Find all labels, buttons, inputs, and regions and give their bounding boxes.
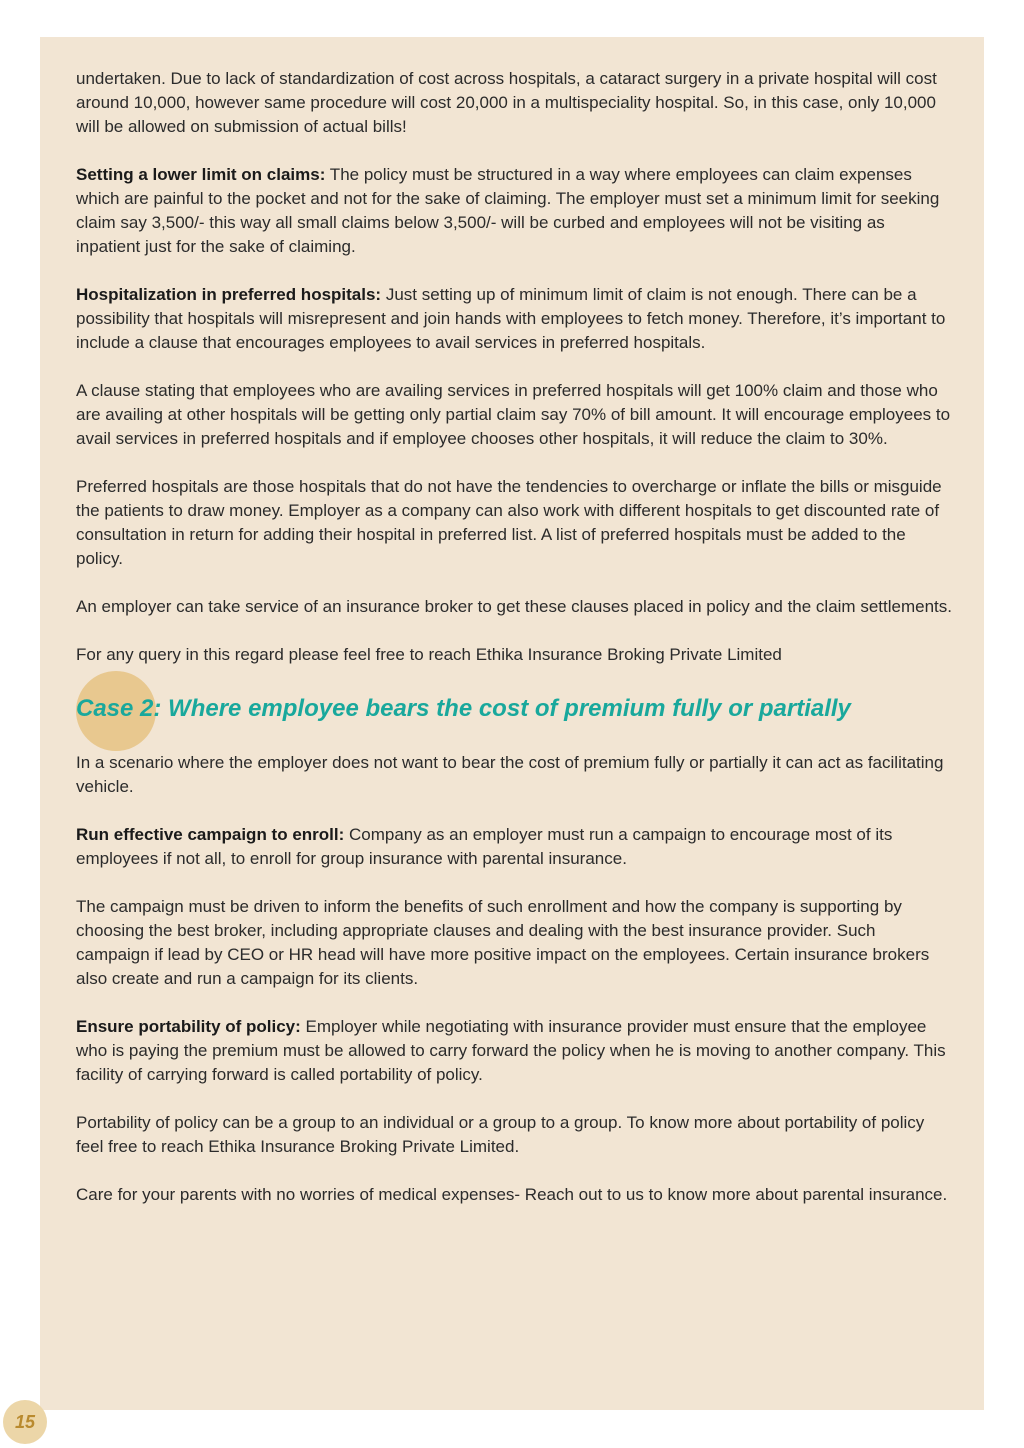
paragraph-text: The policy must be structured in a way where employees can claim expenses which are painful to the pocket and not for the sake of claiming. The employer must set a minimum limit for seeking claim say 3,500/- this way all small claims below 3,500/- will be curbed and employees will not be visiting as inpatient just for the sake of claiming. xyxy=(76,165,940,256)
paragraph-lead: Hospitalization in preferred hospitals: xyxy=(76,285,382,304)
paragraph-text: Portability of policy can be a group to an individual or a group to a group. To know more about portability of policy feel free to reach Ethika Insurance Broking Private Limited. xyxy=(76,1113,925,1156)
paragraph-text: In a scenario where the employer does not want to bear the cost of premium fully or partially it can act as facilitating vehicle. xyxy=(76,753,944,796)
paragraph-text: An employer can take service of an insurance broker to get these clauses placed in policy and the claim settlements. xyxy=(76,597,952,616)
paragraph xyxy=(76,475,952,571)
paragraph xyxy=(76,643,952,667)
paragraph-text: Company as an employer must run a campaign to encourage most of its employees if not all, to enroll for group insurance with parental insurance. xyxy=(76,825,893,868)
paragraph-text: Care for your parents with no worries of medical expenses- Reach out to us to know more about parental insurance. xyxy=(76,1185,948,1204)
paragraph xyxy=(76,895,952,991)
paragraph-lead: Run effective campaign to enroll: xyxy=(76,825,345,844)
paragraph xyxy=(76,823,952,871)
paragraph-text: Just setting up of minimum limit of claim is not enough. There can be a possibility that hospitals will misrepresent and join hands with employees to fetch money. Therefore, it’s important to include a clause that encourages employees to avail services in preferred hospitals. xyxy=(76,285,946,352)
paragraph-text: For any query in this regard please feel free to reach Ethika Insurance Broking Private Limited xyxy=(76,645,782,664)
paragraph xyxy=(76,379,952,451)
case-heading-text: Case 2: Where employee bears the cost of premium fully or partially xyxy=(76,695,851,722)
page-number: 15 xyxy=(14,1412,36,1432)
paragraph xyxy=(76,283,952,355)
paragraph xyxy=(76,163,952,259)
paragraph-lead: Setting a lower limit on claims: xyxy=(76,165,326,184)
paragraph-lead: Ensure portability of policy: xyxy=(76,1017,301,1036)
paragraph xyxy=(76,67,952,139)
paragraph-text: The campaign must be driven to inform the benefits of such enrollment and how the company is supporting by choosing the best broker, including appropriate clauses and dealing with the best insurance provider. Such campaign if lead by CEO or HR head will have more positive impact on the employees. Certain insurance brokers also create and run a campaign for its clients. xyxy=(76,897,930,988)
article-body xyxy=(76,67,952,1231)
paragraph-text: A clause stating that employees who are availing services in preferred hospitals will get 100% claim and those who are availing at other hospitals will be getting only partial claim say 70% of bill amount. It will encourage employees to avail services in preferred hospitals and if employee chooses other hospitals, it will reduce the claim to 30%. xyxy=(76,381,951,448)
paragraph xyxy=(76,1015,952,1087)
paragraph xyxy=(76,595,952,619)
paragraph-text: Employer while negotiating with insurance provider must ensure that the employee who is paying the premium must be allowed to carry forward the policy when he is moving to another company. This facility of carrying forward is called portability of policy. xyxy=(76,1017,946,1084)
paragraph-text: Preferred hospitals are those hospitals that do not have the tendencies to overcharge or inflate the bills or misguide the patients to draw money. Employer as a company can also work with different hospitals to get discounted rate of consultation in return for adding their hospital in preferred list. A list of preferred hospitals must be added to the policy. xyxy=(76,477,942,568)
paragraph-text: undertaken. Due to lack of standardization of cost across hospitals, a cataract surgery in a private hospital will cost around 10,000, however same procedure will cost 20,000 in a multispeciality hospital. So, in this case, only 10,000 will be allowed on submission of actual bills! xyxy=(76,69,937,136)
paragraph xyxy=(76,1111,952,1159)
paragraph xyxy=(76,1183,952,1207)
paragraph xyxy=(76,751,952,799)
case-2-heading xyxy=(76,691,952,727)
